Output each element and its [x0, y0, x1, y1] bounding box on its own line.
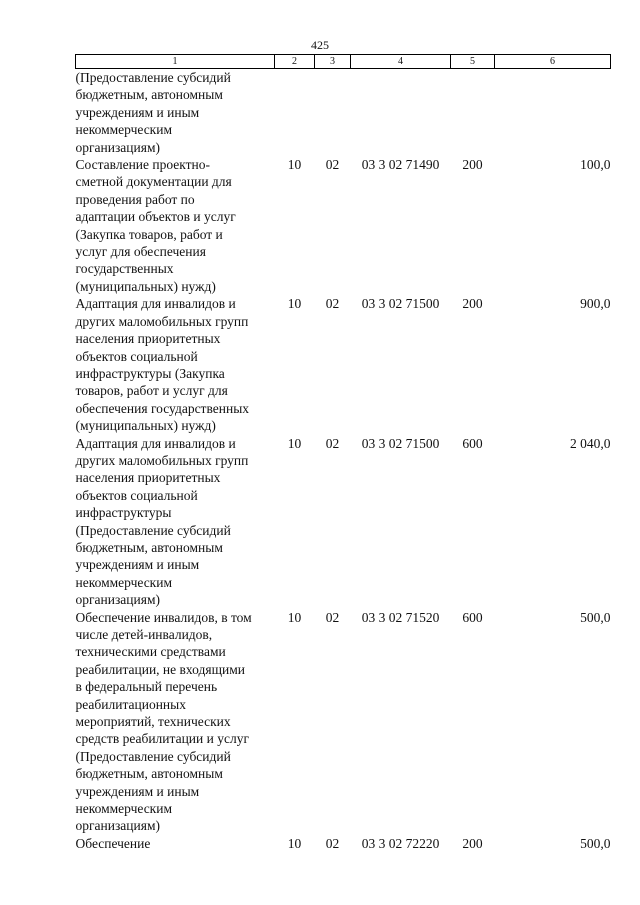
subsection-code: 02 — [325, 296, 340, 312]
row-name-line: (муниципальных) нужд) — [75, 278, 216, 294]
section-code: 10 — [287, 435, 302, 451]
row-name-line: Обеспечение — [75, 835, 151, 851]
subsection-code: 02 — [325, 609, 340, 625]
amount: 500,0 — [580, 835, 611, 851]
amount: 900,0 — [580, 296, 611, 312]
section-code: 10 — [287, 157, 302, 173]
row-name-line: проведения работ по — [75, 191, 195, 207]
row-name-line: услуг для обеспечения — [75, 244, 206, 260]
row-name-line: инфраструктуры — [75, 505, 172, 521]
row-name-line: населения приоритетных — [75, 470, 221, 486]
row-name — [76, 609, 275, 835]
row-name-line: инфраструктуры (Закупка — [75, 365, 225, 381]
expense-type-code — [451, 69, 495, 157]
row-name-line: (Предоставление субсидий — [75, 748, 231, 764]
row-name-line: реабилитации, не входящими — [75, 661, 245, 677]
column-number-header — [76, 55, 611, 69]
row-name-line: (Закупка товаров, работ и — [75, 226, 223, 242]
row-name-line: техническими средствами — [75, 644, 226, 660]
amount — [495, 69, 611, 157]
row-name-line: мероприятий, технических — [75, 714, 231, 730]
section-code — [275, 69, 315, 157]
col-header-6: 6 — [495, 55, 611, 69]
row-name-line: Составление проектно- — [75, 157, 211, 173]
expense-type-code: 600 — [462, 435, 483, 451]
expense-type-code: 200 — [462, 296, 483, 312]
row-name-line: числе детей-инвалидов, — [75, 627, 213, 642]
row-name-line: (муниципальных) нужд) — [75, 418, 216, 434]
page-number: 425 — [311, 38, 329, 52]
col-header-2: 2 — [275, 55, 315, 69]
row-name-line: обеспечения государственных — [75, 400, 250, 416]
table-row — [76, 156, 611, 295]
row-name-line: учреждениям и иным — [75, 104, 200, 120]
row-name-line: бюджетным, автономным — [75, 766, 223, 782]
budget-table — [75, 54, 611, 852]
expense-type-code: 200 — [462, 835, 483, 851]
section-code: 10 — [287, 296, 302, 312]
expense-type-code: 200 — [462, 157, 483, 173]
row-name-line: сметной документации для — [75, 174, 232, 190]
row-name-line: средств реабилитации и услуг — [75, 731, 249, 747]
target-article-code: 03 3 02 71500 — [361, 435, 440, 451]
row-name-line: некоммерческим — [75, 801, 173, 817]
row-name-line: (Предоставление субсидий — [75, 522, 231, 538]
row-name-line: в федеральный перечень — [75, 679, 218, 695]
row-name — [76, 69, 275, 157]
row-name-line: Обеспечение инвалидов, в том — [75, 609, 252, 625]
target-article-code — [351, 69, 451, 157]
row-name-line: адаптации объектов и услуг — [75, 209, 236, 225]
amount: 2 040,0 — [570, 435, 611, 451]
row-name-line: Адаптация для инвалидов и — [75, 296, 236, 312]
row-name-line: реабилитационных — [75, 696, 186, 712]
target-article-code: 03 3 02 71490 — [361, 157, 440, 173]
row-name-line: объектов социальной — [75, 348, 198, 364]
table-row — [76, 435, 611, 609]
row-name — [76, 835, 275, 852]
target-article-code: 03 3 02 72220 — [361, 835, 440, 851]
row-name-line: (Предоставление субсидий — [75, 70, 231, 85]
row-name — [76, 435, 275, 609]
row-name — [76, 156, 275, 295]
amount: 100,0 — [580, 157, 611, 173]
target-article-code: 03 3 02 71500 — [361, 296, 440, 312]
row-name-line: учреждениям и иным — [75, 783, 200, 799]
col-header-4: 4 — [351, 55, 451, 69]
subsection-code — [315, 69, 351, 157]
row-name-line: бюджетным, автономным — [75, 87, 223, 103]
table-row — [76, 295, 611, 434]
table-row — [76, 609, 611, 835]
table-row — [76, 835, 611, 852]
row-name — [76, 295, 275, 434]
col-header-3: 3 — [315, 55, 351, 69]
row-name-line: других маломобильных групп — [75, 452, 249, 468]
row-name-line: организациям) — [75, 139, 161, 155]
row-name-line: бюджетным, автономным — [75, 539, 223, 555]
row-name-line: некоммерческим — [75, 122, 173, 138]
section-code: 10 — [287, 609, 302, 625]
row-name-line: государственных — [75, 261, 174, 277]
amount: 500,0 — [580, 609, 611, 625]
row-name-line: учреждениям и иным — [75, 557, 200, 573]
row-name-line: организациям) — [75, 592, 161, 608]
row-name-line: объектов социальной — [75, 487, 198, 503]
target-article-code: 03 3 02 71520 — [361, 609, 440, 625]
section-code: 10 — [287, 835, 302, 851]
row-name-line: организациям) — [75, 818, 161, 834]
row-name-line: других маломобильных групп — [75, 313, 249, 329]
row-name-line: Адаптация для инвалидов и — [75, 435, 236, 451]
subsection-code: 02 — [325, 835, 340, 851]
row-name-line: товаров, работ и услуг для — [75, 383, 228, 399]
col-header-1: 1 — [76, 55, 275, 69]
col-header-5: 5 — [451, 55, 495, 69]
subsection-code: 02 — [325, 435, 340, 451]
row-name-line: населения приоритетных — [75, 331, 221, 347]
row-name-line: некоммерческим — [75, 574, 173, 590]
expense-type-code: 600 — [462, 609, 483, 625]
table-row — [76, 69, 611, 157]
subsection-code: 02 — [325, 157, 340, 173]
